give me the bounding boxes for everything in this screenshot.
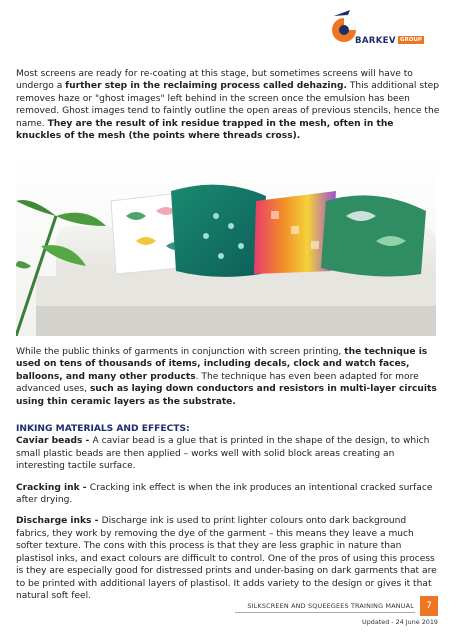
barkev-logo xyxy=(328,6,438,52)
definition-item xyxy=(16,435,440,472)
applications-paragraph xyxy=(16,346,440,408)
definition-item xyxy=(16,515,440,602)
paragraph-bold-text: the technique is used on tens of thousands of items, including decals, clock and watch faces, balloons, and many other products xyxy=(16,347,428,382)
footer xyxy=(247,596,438,616)
definition-item xyxy=(16,482,440,507)
definition-term: Caviar beads - xyxy=(16,436,93,447)
paragraph-bold-text: such as laying down conductors and resistors in multi-layer circuits using thin ceramic layers as the substrate. xyxy=(16,384,437,407)
updated-date: Updated - 24 June 2019 xyxy=(362,618,438,626)
paragraph-text: While the public thinks of garments in conjunction with screen printing, xyxy=(16,347,345,357)
section-heading: INKING MATERIALS AND EFFECTS: xyxy=(16,424,190,435)
definition-text: A caviar bead is a glue that is printed in the shape of the design, to which small plastic beads are then applied – works well with solid block areas creating an interesting tactile surface. xyxy=(16,436,430,472)
logo-text: BARKEV xyxy=(355,36,396,46)
definition-text: Discharge ink is used to print lighter colours onto dark background fabrics, they work by removing the dye of the garment – this means they leave a much softer texture. The cons with this process is that they are less graphic in nature than plastisol inks, and exact colours are difficult to control. One of the pros of using this process is they are especially good for distressed prints and under-basing on dark garments that are to be printed with additional layers of plastisol. It adds variety to the design or gives it that natural soft feel. xyxy=(16,516,437,601)
definition-text: Cracking ink effect is when the ink produces an intentional cracked surface after drying. xyxy=(16,482,433,506)
page-number: 7 xyxy=(420,596,438,616)
paragraph-bold-text: further step in the reclaiming process called dehazing. xyxy=(65,81,347,92)
definition-term: Discharge inks - xyxy=(16,516,102,527)
paragraph-text: This additional step removes haze or "ghost images" left behind in the screen once the emulsion has been removed. Ghost images tend to faintly outline the open areas of previous stencils, hence the name. xyxy=(16,81,440,129)
paragraph-bold-text: They are the result of ink residue trapped in the mesh, often in the knuckles of the mesh (the points where threads cross). xyxy=(16,118,394,142)
paragraph-text: Most screens are ready for re-coating at this stage, but sometimes screens will have to undergo a xyxy=(16,69,413,92)
cushions-photo xyxy=(16,156,436,336)
page-content xyxy=(16,68,440,151)
dehazing-paragraph xyxy=(16,68,440,142)
page-content-lower xyxy=(16,346,440,611)
paragraph-text: . The technique has even been adapted for more advanced uses, xyxy=(16,371,419,395)
manual-title: SILKSCREEN AND SQUEEGEES TRAINING MANUAL xyxy=(247,602,414,610)
logo-group-badge: GROUP xyxy=(400,37,422,43)
definition-term: Cracking ink - xyxy=(16,482,90,493)
